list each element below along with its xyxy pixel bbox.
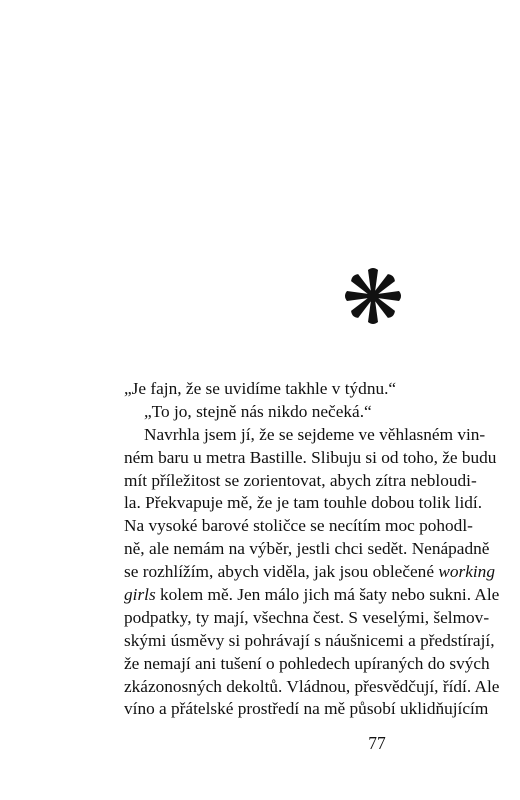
body-text: [124, 378, 500, 721]
asterisk-ornament-icon: [341, 264, 405, 328]
paragraph-line: [124, 584, 500, 607]
paragraph-line: la. Překvapuje mě, že je tam touhle dobou tolik lidí.: [124, 493, 483, 513]
paragraph-line-text: kolem mě. Jen málo jich má šaty nebo sukni. Ale: [155, 585, 500, 605]
paragraph-line: zkázonosných dekoltů. Vládnou, přesvědčují, řídí. Ale: [124, 676, 500, 696]
italic-term: working: [438, 562, 495, 582]
italic-term: girls: [124, 585, 156, 605]
dialogue-line: „Je fajn, že se uvidíme takhle v týdnu.“: [124, 379, 397, 398]
paragraph-line: ném baru u metra Bastille. Slibuju si od toho, že budu: [124, 447, 497, 467]
paragraph-line: víno a přátelské prostředí na mě působí uklidňujícím: [124, 699, 489, 719]
paragraph-line: mít příležitost se zorientovat, abych zítra nebloudi-: [124, 470, 477, 490]
paragraph-line-text: se rozhlížím, abych viděla, jak jsou oblečené: [124, 562, 439, 582]
page-number: 77: [368, 733, 386, 753]
asterisk-ornament-svg: [341, 264, 405, 328]
paragraph-line: [124, 561, 495, 584]
paragraph-line: Navrhla jsem jí, že se sejdeme ve věhlasném vin-: [144, 424, 486, 444]
paragraph-line: Na vysoké barové stoličce se necítím moc pohodl-: [124, 516, 473, 536]
paragraph-line: ně, ale nemám na výběr, jestli chci sedět. Nenápadně: [124, 539, 490, 559]
paragraph-line: podpatky, ty mají, všechna čest. S veselými, šelmov-: [124, 607, 490, 627]
paragraph-line: skými úsměvy si pohrávají s náušnicemi a předstírají,: [124, 630, 495, 650]
dialogue-line: „To jo, stejně nás nikdo nečeká.“: [144, 401, 372, 421]
paragraph-line: že nemají ani tušení o pohledech upíraných do svých: [124, 653, 490, 673]
